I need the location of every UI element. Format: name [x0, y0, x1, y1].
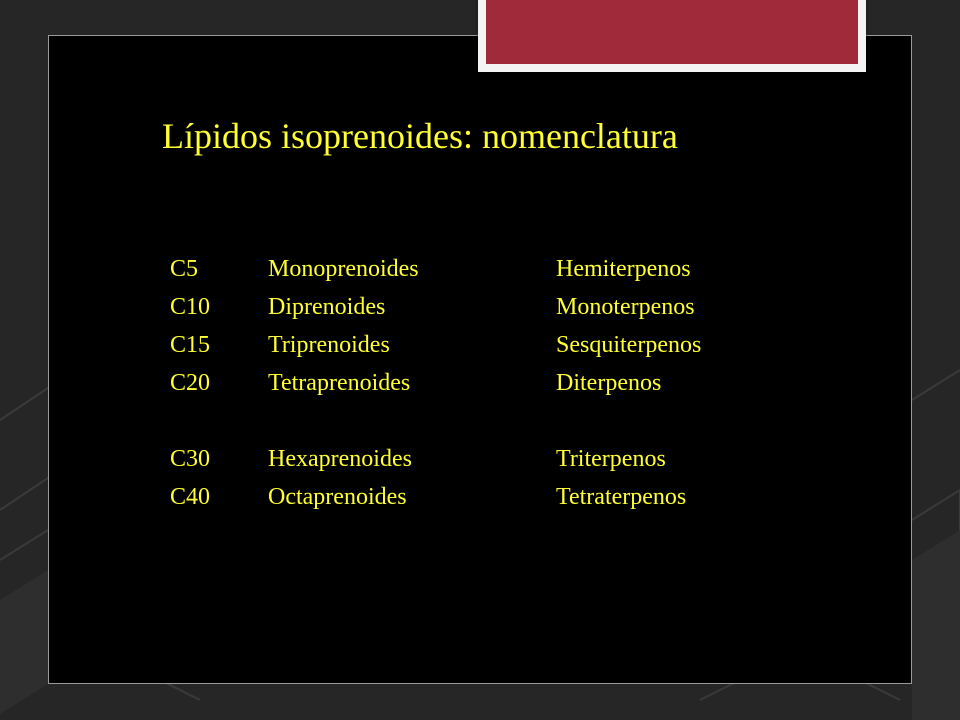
terpene-name: Sesquiterpenos — [556, 332, 702, 358]
carbon-count: C10 — [170, 294, 211, 320]
carbon-count: C15 — [170, 332, 211, 358]
prenoid-name: Monoprenoides — [268, 256, 419, 282]
terpene-name: Triterpenos — [556, 446, 666, 472]
prenoid-name: Triprenoides — [268, 332, 390, 358]
terpene-name: Hemiterpenos — [556, 256, 691, 282]
prenoid-name: Octaprenoides — [268, 484, 407, 510]
title-accent-tab — [478, 0, 866, 72]
nomenclature-table — [170, 250, 770, 516]
table-row — [170, 288, 770, 326]
table-row — [170, 478, 770, 516]
terpene-name: Diterpenos — [556, 370, 662, 396]
terpene-name: Monoterpenos — [556, 294, 695, 320]
prenoid-name: Tetraprenoides — [268, 370, 411, 396]
table-row — [170, 326, 770, 364]
slide-title: Lípidos isoprenoides: nomenclatura — [162, 116, 678, 156]
prenoid-name: Hexaprenoides — [268, 446, 412, 472]
prenoid-name: Diprenoides — [268, 294, 386, 320]
table-row — [170, 440, 770, 478]
terpene-name: Tetraterpenos — [556, 484, 687, 510]
carbon-count: C40 — [170, 484, 211, 510]
carbon-count: C30 — [170, 446, 211, 472]
title-accent-bar — [486, 0, 858, 64]
carbon-count: C5 — [170, 256, 199, 282]
table-row — [170, 250, 770, 288]
table-row — [170, 364, 770, 402]
carbon-count: C20 — [170, 370, 211, 396]
